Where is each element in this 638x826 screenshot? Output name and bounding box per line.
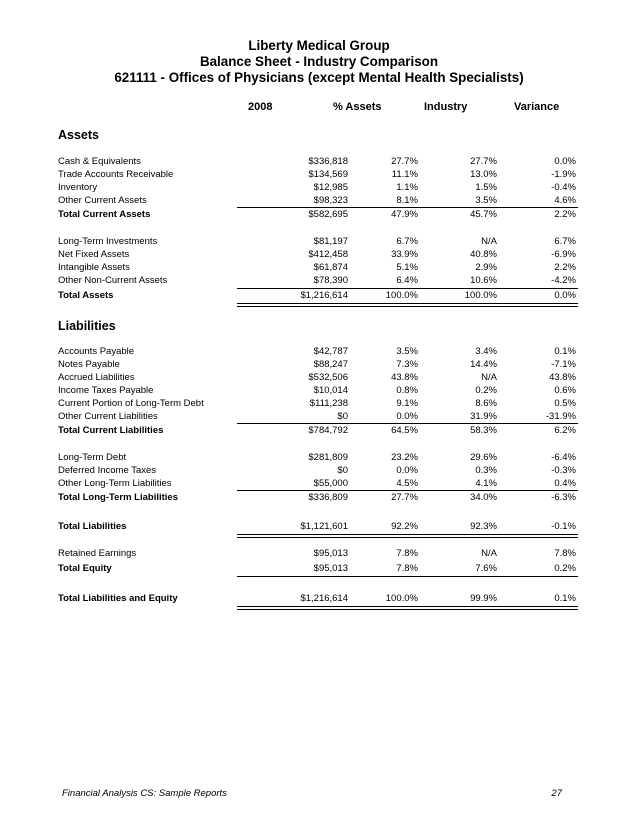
value-industry: 2.9% [475,262,497,273]
value-2008: $1,121,601 [300,521,348,532]
value-variance: -6.3% [551,492,576,503]
value-variance: 43.8% [549,372,576,383]
row-label: Current Portion of Long-Term Debt [58,398,204,409]
column-header-2008: 2008 [248,101,273,113]
value-pct-assets: 3.5% [396,346,418,357]
value-industry: 40.8% [470,249,497,260]
value-pct-assets: 64.5% [391,425,418,436]
row-label: Accounts Payable [58,346,135,357]
row-label: Total Current Assets [58,209,151,220]
row-label: Total Current Liabilities [58,425,164,436]
footer-title: Financial Analysis CS: Sample Reports [62,788,227,799]
value-2008: $336,809 [308,492,348,503]
row-label: Long-Term Debt [58,452,127,463]
row-label: Retained Earnings [58,548,137,559]
table-row [58,372,578,385]
row-label: Accrued Liabilities [58,372,135,383]
value-variance: 0.1% [554,346,576,357]
section-assets: Assets [58,128,99,142]
value-pct-assets: 33.9% [391,249,418,260]
value-2008: $336,818 [308,156,348,167]
value-industry: 1.5% [475,182,497,193]
value-2008: $111,238 [309,398,348,409]
value-pct-assets: 92.2% [391,521,418,532]
value-2008: $78,390 [313,275,348,286]
table-row [58,290,578,303]
row-label: Total Assets [58,290,114,301]
value-pct-assets: 0.8% [396,385,418,396]
value-industry: 7.6% [475,563,497,574]
value-industry: 27.7% [470,156,497,167]
underline [470,576,578,577]
column-header-industry: Industry [424,101,468,113]
value-industry: 100.0% [464,290,497,301]
row-label: Total Liabilities [58,521,127,532]
value-pct-assets: 7.8% [396,563,418,574]
row-label: Total Liabilities and Equity [58,593,178,604]
value-pct-assets: 8.1% [396,195,418,206]
value-pct-assets: 6.7% [396,236,418,247]
table-row [58,346,578,359]
value-pct-assets: 1.1% [396,182,418,193]
value-variance: -6.4% [551,452,576,463]
value-industry: 58.3% [470,425,497,436]
page-number: 27 [551,788,562,799]
value-variance: -4.2% [551,275,576,286]
value-industry: 4.1% [475,478,497,489]
value-variance: 0.6% [554,385,576,396]
double-underline [470,534,578,538]
value-pct-assets: 11.1% [391,169,418,180]
value-industry: 13.0% [470,169,497,180]
value-variance: 6.2% [554,425,576,436]
value-2008: $784,792 [308,425,348,436]
value-2008: $0 [337,465,348,476]
title-block [0,38,638,86]
value-pct-assets: 7.8% [396,548,418,559]
row-label: Other Non-Current Assets [58,275,168,286]
row-label: Total Long-Term Liabilities [58,492,178,503]
double-underline [470,303,578,307]
value-2008: $81,197 [313,236,348,247]
value-industry: 0.2% [475,385,497,396]
table-row [58,385,578,398]
table-row [58,275,578,288]
value-variance: 2.2% [554,209,576,220]
table-row [58,236,578,249]
row-label: Intangible Assets [58,262,130,273]
value-2008: $0 [337,411,348,422]
value-industry: 31.9% [470,411,497,422]
value-industry: 45.7% [470,209,497,220]
value-variance: 4.6% [554,195,576,206]
value-pct-assets: 23.2% [391,452,418,463]
value-industry: 10.6% [470,275,497,286]
column-header-variance: Variance [514,101,560,113]
row-label: Total Equity [58,563,112,574]
value-pct-assets: 4.5% [396,478,418,489]
value-2008: $10,014 [313,385,348,396]
table-row [58,359,578,372]
value-pct-assets: 43.8% [391,372,418,383]
table-row [58,425,578,438]
row-label: Cash & Equivalents [58,156,141,167]
row-label: Other Current Liabilities [58,411,158,422]
value-2008: $98,323 [313,195,348,206]
table-row [58,452,578,465]
value-variance: 0.4% [554,478,576,489]
row-label: Income Taxes Payable [58,385,154,396]
table-row [58,156,578,169]
value-pct-assets: 6.4% [396,275,418,286]
row-label: Notes Payable [58,359,120,370]
value-pct-assets: 9.1% [396,398,418,409]
table-row [58,182,578,195]
table-row [58,593,578,606]
table-row [58,249,578,262]
report-title: Balance Sheet - Industry Comparison [199,54,439,69]
value-2008: $42,787 [313,346,348,357]
value-industry: N/A [481,236,497,247]
value-variance: 0.1% [554,593,576,604]
value-pct-assets: 47.9% [391,209,418,220]
value-industry: 14.4% [470,359,497,370]
underline [470,207,578,208]
value-industry: 34.0% [470,492,497,503]
company-name: Liberty Medical Group [248,38,390,53]
value-pct-assets: 27.7% [391,156,418,167]
double-underline [470,606,578,610]
value-2008: $55,000 [313,478,348,489]
value-industry: 8.6% [475,398,497,409]
value-industry: N/A [481,548,497,559]
row-label: Long-Term Investments [58,236,158,247]
value-industry: 3.5% [475,195,497,206]
value-2008: $281,809 [308,452,348,463]
value-2008: $88,247 [313,359,348,370]
value-variance: -0.4% [551,182,576,193]
value-2008: $1,216,614 [300,290,348,301]
value-variance: -7.1% [551,359,576,370]
value-variance: 2.2% [554,262,576,273]
table-row [58,563,578,576]
value-industry: 3.4% [475,346,497,357]
value-2008: $95,013 [313,563,348,574]
table-row [58,548,578,561]
industry-title: 621111 - Offices of Physicians (except Mental Health Specialists) [114,70,524,85]
underline [470,423,578,424]
value-variance: -0.1% [551,521,576,532]
table-row [58,209,578,222]
value-pct-assets: 0.0% [396,465,418,476]
row-label: Net Fixed Assets [58,249,130,260]
value-variance: 0.2% [554,563,576,574]
value-2008: $12,985 [313,182,348,193]
value-pct-assets: 5.1% [396,262,418,273]
value-variance: -6.9% [551,249,576,260]
value-variance: 0.0% [554,156,576,167]
value-pct-assets: 100.0% [385,290,418,301]
value-industry: N/A [481,372,497,383]
value-variance: -31.9% [545,411,576,422]
value-variance: -0.3% [551,465,576,476]
table-row [58,398,578,411]
value-pct-assets: 7.3% [396,359,418,370]
value-2008: $532,506 [308,372,348,383]
value-variance: -1.9% [551,169,576,180]
value-2008: $134,569 [308,169,348,180]
value-2008: $412,458 [308,249,348,260]
value-pct-assets: 27.7% [391,492,418,503]
value-industry: 92.3% [470,521,497,532]
row-label: Deferred Income Taxes [58,465,157,476]
value-variance: 7.8% [554,548,576,559]
value-variance: 0.0% [554,290,576,301]
column-header-pct-assets: % Assets [333,101,382,113]
table-row [58,169,578,182]
row-label: Inventory [58,182,98,193]
value-industry: 29.6% [470,452,497,463]
table-row [58,262,578,275]
row-label: Trade Accounts Receivable [58,169,174,180]
value-variance: 0.5% [554,398,576,409]
value-2008: $582,695 [308,209,348,220]
section-liabilities: Liabilities [58,319,116,333]
row-label: Other Long-Term Liabilities [58,478,172,489]
value-2008: $1,216,614 [300,593,348,604]
table-row [58,521,578,534]
value-industry: 0.3% [475,465,497,476]
value-2008: $95,013 [313,548,348,559]
underline [470,490,578,491]
underline [470,288,578,289]
value-industry: 99.9% [470,593,497,604]
table-row [58,465,578,478]
table-row [58,492,578,505]
row-label: Other Current Assets [58,195,147,206]
value-pct-assets: 0.0% [396,411,418,422]
value-pct-assets: 100.0% [385,593,418,604]
value-2008: $61,874 [313,262,348,273]
value-variance: 6.7% [554,236,576,247]
